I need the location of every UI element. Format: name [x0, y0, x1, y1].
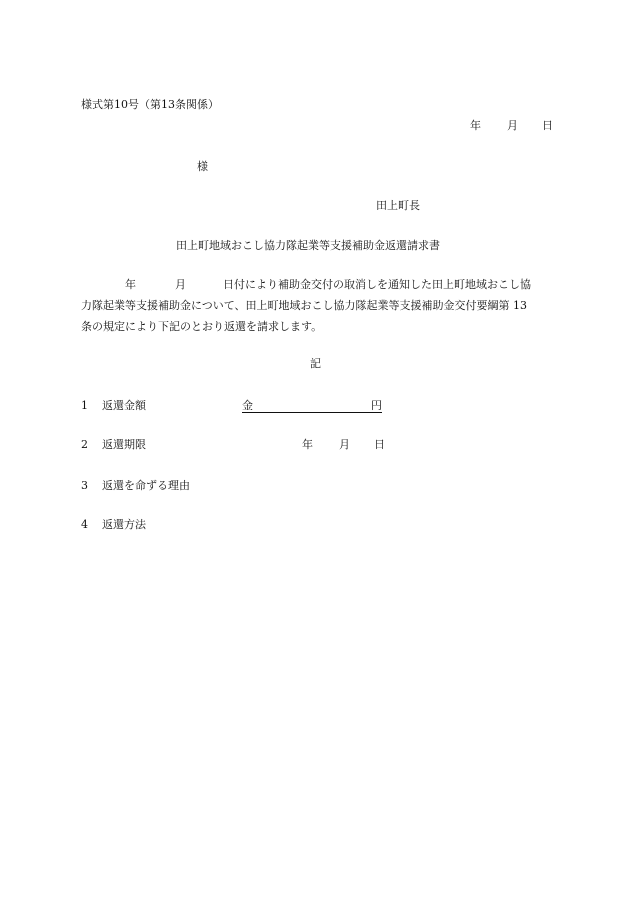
item-3-number: 3	[81, 479, 88, 492]
item-4-number: 4	[81, 518, 88, 531]
deadline-date	[302, 439, 385, 450]
item-1-number: 1	[81, 399, 88, 412]
sender: 田上町長	[376, 199, 420, 212]
date-day: 日	[542, 119, 553, 132]
item-4-label: 返還方法	[102, 518, 146, 531]
body-year: 年	[125, 278, 136, 291]
date-line	[470, 120, 553, 131]
deadline-year: 年	[302, 438, 313, 451]
body-line-2: 力隊起業等支援補助金について、田上町地域おこし協力隊起業等支援補助金交付要綱第 13	[81, 299, 528, 312]
item-2-number: 2	[81, 438, 88, 451]
body-paragraph	[81, 274, 550, 337]
body-line-3: 条の規定により下記のとおり返還を請求します。	[81, 320, 323, 333]
item-2	[81, 439, 146, 450]
document-title: 田上町地域おこし協力隊起業等支援補助金返還請求書	[176, 239, 440, 252]
item-1-label: 返還金額	[102, 399, 146, 412]
item-3-label: 返還を命ずる理由	[102, 479, 190, 492]
addressee-suffix: 様	[197, 160, 208, 173]
item-1	[81, 400, 146, 411]
item-4	[81, 519, 146, 530]
date-month: 月	[507, 119, 518, 132]
deadline-month: 月	[339, 438, 350, 451]
ki-heading: 記	[310, 357, 321, 370]
item-3	[81, 480, 190, 491]
date-year: 年	[470, 119, 481, 132]
amount-field	[242, 400, 382, 415]
deadline-day: 日	[374, 438, 385, 451]
form-number: 様式第10号（第13条関係）	[81, 98, 219, 111]
body-line-1	[81, 274, 550, 295]
amount-underline	[242, 400, 382, 413]
item-2-label: 返還期限	[102, 438, 146, 451]
amount-prefix: 金	[242, 399, 253, 412]
body-month: 月	[175, 278, 186, 291]
amount-suffix: 円	[371, 399, 382, 412]
body-line-1-text: 日付により補助金交付の取消しを通知した田上町地域おこし協	[223, 278, 531, 291]
